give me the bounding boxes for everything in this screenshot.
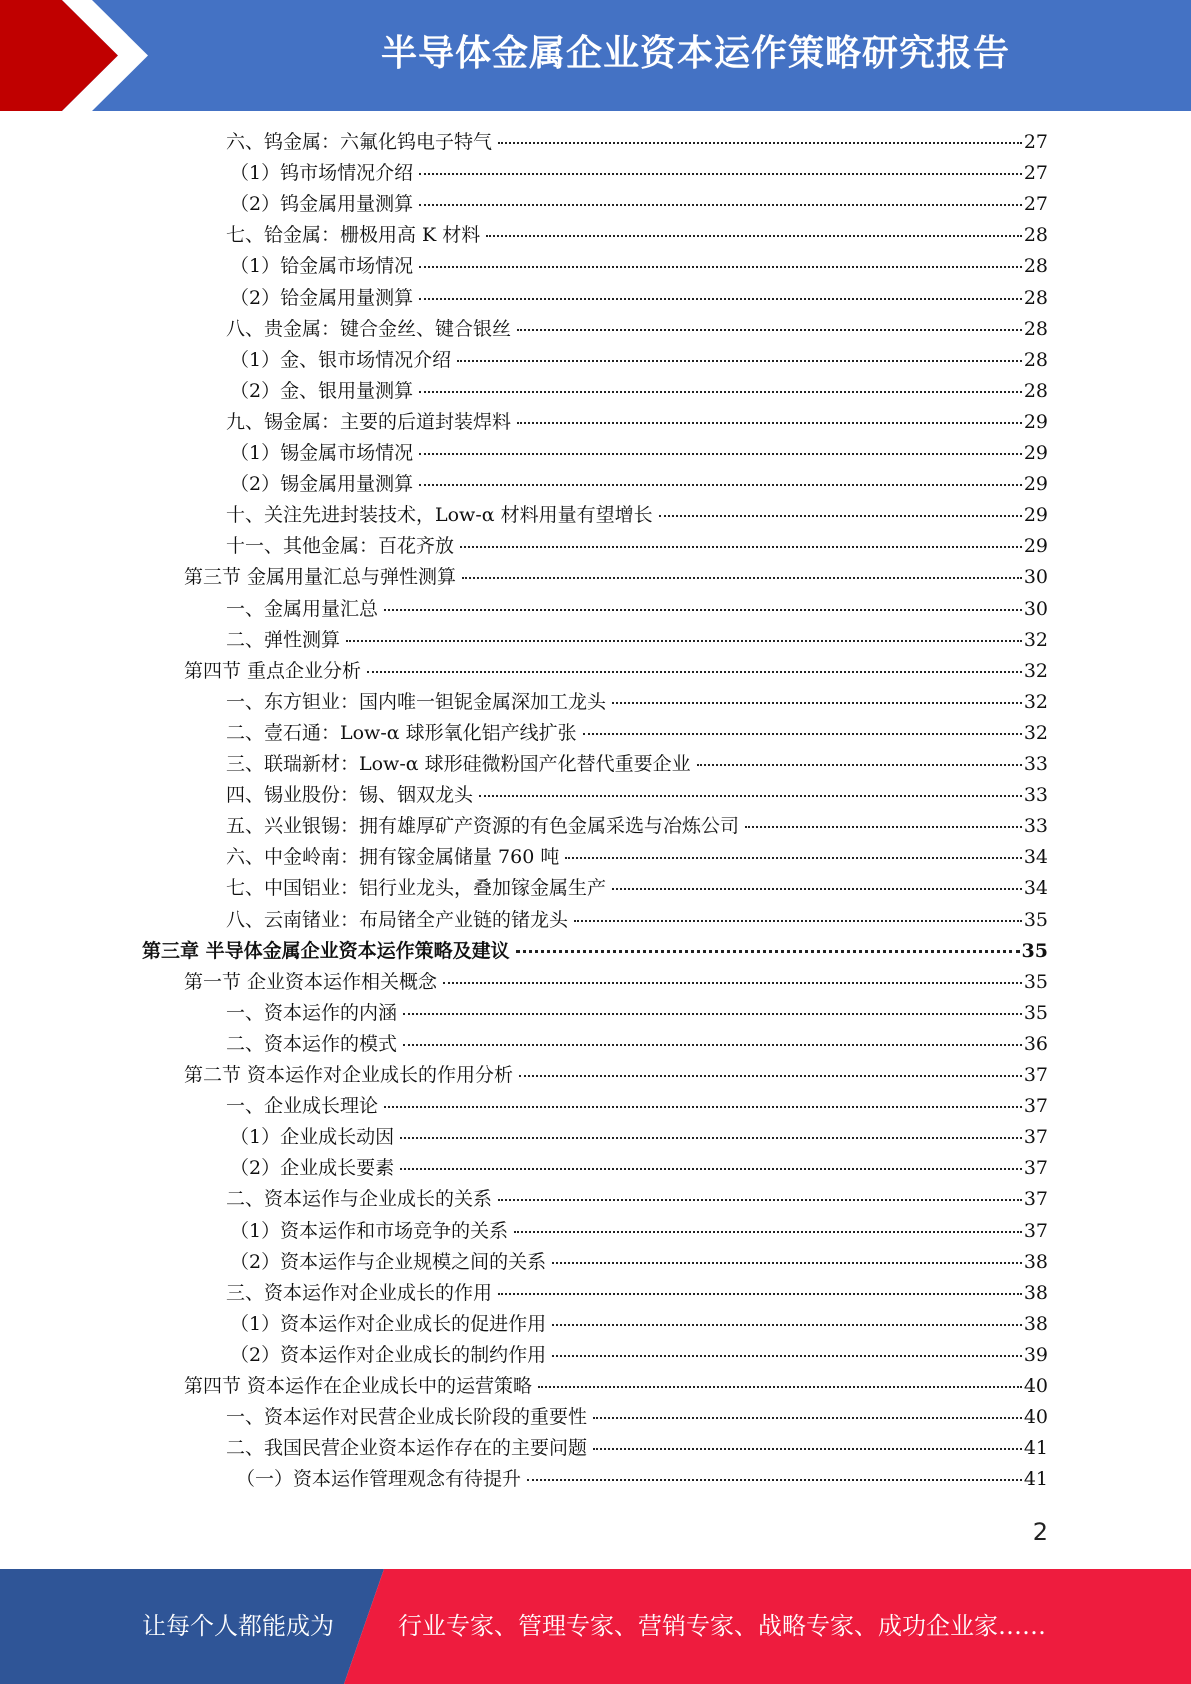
toc-entry[interactable] bbox=[226, 1278, 1048, 1309]
toc-entry[interactable] bbox=[226, 1402, 1048, 1433]
toc-entry[interactable] bbox=[230, 251, 1048, 282]
toc-entry-title: 二、资本运作的模式 bbox=[226, 1032, 398, 1055]
toc-entry-page: 29 bbox=[1023, 535, 1048, 558]
toc-entry-title: 一、金属用量汇总 bbox=[226, 597, 379, 620]
toc-entry-title: （2）资本运作对企业成长的制约作用 bbox=[230, 1343, 547, 1366]
toc-entry[interactable] bbox=[230, 1153, 1048, 1184]
toc-dot-leader bbox=[552, 1355, 1022, 1357]
toc-entry[interactable] bbox=[230, 469, 1048, 500]
toc-entry[interactable] bbox=[184, 1371, 1048, 1402]
toc-entry[interactable] bbox=[226, 718, 1048, 749]
toc-entry[interactable] bbox=[230, 189, 1048, 220]
toc-entry-title: （2）资本运作与企业规模之间的关系 bbox=[230, 1250, 547, 1273]
toc-dot-leader bbox=[403, 1044, 1022, 1046]
toc-entry-title: 三、资本运作对企业成长的作用 bbox=[226, 1281, 493, 1304]
toc-entry[interactable] bbox=[226, 531, 1048, 562]
toc-entry[interactable] bbox=[226, 780, 1048, 811]
toc-entry-title: 五、兴业银锡：拥有雄厚矿产资源的有色金属采选与冶炼公司 bbox=[226, 815, 740, 838]
toc-entry[interactable] bbox=[230, 1340, 1048, 1371]
toc-entry-title: 七、铪金属：栅极用高 K 材料 bbox=[226, 224, 481, 247]
toc-dot-leader bbox=[460, 546, 1022, 548]
toc-dot-leader bbox=[419, 391, 1022, 393]
toc-entry-page: 27 bbox=[1023, 162, 1048, 185]
toc-entry[interactable] bbox=[184, 1060, 1048, 1091]
toc-entry-title: 八、云南锗业：布局锗全产业链的锗龙头 bbox=[226, 908, 569, 931]
toc-entry[interactable] bbox=[226, 749, 1048, 780]
toc-entry-title: 第四节 重点企业分析 bbox=[184, 659, 362, 682]
toc-entry[interactable] bbox=[226, 1433, 1048, 1464]
toc-dot-leader bbox=[384, 1106, 1022, 1108]
toc-entry-title: 第三章 半导体金属企业资本运作策略及建议 bbox=[142, 939, 510, 962]
toc-entry-page: 38 bbox=[1023, 1312, 1048, 1335]
toc-entry-title: （1）锡金属市场情况 bbox=[230, 442, 414, 464]
toc-entry[interactable] bbox=[230, 345, 1048, 376]
toc-entry-title: （1）资本运作对企业成长的促进作用 bbox=[230, 1312, 547, 1335]
toc-entry-title: 九、锡金属：主要的后道封装焊料 bbox=[226, 410, 512, 433]
toc-dot-leader bbox=[479, 795, 1022, 797]
toc-entry-title: 十一、其他金属：百花齐放 bbox=[226, 535, 455, 558]
toc-entry-page: 29 bbox=[1023, 442, 1048, 464]
footer-slogan-left: 让每个人都能成为 bbox=[142, 1612, 334, 1640]
toc-entry[interactable] bbox=[226, 625, 1048, 656]
toc-entry-title: 三、联瑞新材：Low-α 球形硅微粉国产化替代重要企业 bbox=[226, 753, 691, 775]
toc-entry-page: 29 bbox=[1023, 473, 1048, 496]
toc-dot-leader bbox=[659, 515, 1022, 517]
toc-dot-leader bbox=[400, 1168, 1022, 1170]
toc-entry-title: 八、贵金属：键合金丝、键合银丝 bbox=[226, 317, 512, 340]
toc-entry-title: 一、企业成长理论 bbox=[226, 1095, 379, 1118]
toc-entry[interactable] bbox=[230, 1247, 1048, 1278]
toc-entry-page: 38 bbox=[1023, 1281, 1048, 1304]
toc-dot-leader bbox=[517, 329, 1022, 331]
toc-entry-page: 33 bbox=[1023, 753, 1048, 775]
toc-entry-page: 30 bbox=[1023, 566, 1048, 589]
toc-dot-leader bbox=[462, 577, 1022, 579]
toc-entry-page: 28 bbox=[1023, 286, 1048, 309]
page-number: 2 bbox=[1032, 1518, 1048, 1546]
toc-entry-page: 37 bbox=[1023, 1188, 1048, 1211]
toc-entry-page: 35 bbox=[1023, 908, 1048, 931]
toc-dot-leader bbox=[403, 1013, 1022, 1015]
toc-dot-leader bbox=[583, 733, 1022, 735]
toc-entry-title: 一、资本运作对民营企业成长阶段的重要性 bbox=[226, 1406, 588, 1429]
toc-entry[interactable] bbox=[226, 500, 1048, 531]
toc-entry-page: 36 bbox=[1023, 1032, 1048, 1055]
toc-dot-leader bbox=[697, 764, 1022, 766]
toc-entry[interactable] bbox=[226, 407, 1048, 438]
toc-entry[interactable] bbox=[226, 220, 1048, 251]
toc-dot-leader bbox=[538, 1386, 1022, 1388]
toc-entry-title: （一）资本运作管理观念有待提升 bbox=[236, 1468, 522, 1491]
toc-entry[interactable] bbox=[230, 283, 1048, 314]
toc-entry-page: 34 bbox=[1023, 877, 1048, 900]
toc-dot-leader bbox=[486, 235, 1022, 237]
toc-dot-leader bbox=[419, 204, 1022, 206]
toc-entry[interactable] bbox=[184, 967, 1048, 998]
toc-entry-title: （2）金、银用量测算 bbox=[230, 379, 414, 402]
toc-entry[interactable] bbox=[230, 158, 1048, 189]
toc-entry-page: 33 bbox=[1023, 815, 1048, 838]
toc-entry-title: （2）铪金属用量测算 bbox=[230, 286, 414, 309]
toc-dot-leader bbox=[565, 857, 1021, 859]
toc-entry-title: 第一节 企业资本运作相关概念 bbox=[184, 970, 438, 993]
toc-entry-title: 六、钨金属：六氟化钨电子特气 bbox=[226, 131, 493, 153]
toc-dot-leader bbox=[517, 422, 1022, 424]
footer-slogan-right: 行业专家、管理专家、营销专家、战略专家、成功企业家…… bbox=[398, 1612, 1046, 1640]
toc-entry-page: 35 bbox=[1023, 1001, 1048, 1024]
toc-entry-page: 34 bbox=[1023, 846, 1048, 869]
toc-entry-title: （2）锡金属用量测算 bbox=[230, 473, 414, 496]
toc-dot-leader bbox=[612, 702, 1022, 704]
toc-entry-page: 28 bbox=[1023, 379, 1048, 402]
toc-entry[interactable] bbox=[184, 562, 1048, 593]
toc-entry-title: 七、中国铝业：铝行业龙头，叠加镓金属生产 bbox=[226, 877, 607, 900]
toc-dot-leader bbox=[498, 1293, 1022, 1295]
toc-dot-leader bbox=[514, 1231, 1022, 1233]
toc-dot-leader bbox=[457, 360, 1022, 362]
toc-dot-leader bbox=[367, 671, 1022, 673]
toc-dot-leader bbox=[745, 826, 1022, 828]
toc-entry-page: 35 bbox=[1023, 970, 1048, 993]
toc-entry-title: （2）企业成长要素 bbox=[230, 1157, 395, 1180]
toc-entry-title: 一、资本运作的内涵 bbox=[226, 1001, 398, 1024]
toc-entry-page: 40 bbox=[1023, 1375, 1048, 1397]
toc-dot-leader bbox=[552, 1324, 1022, 1326]
toc-entry-title: 二、壹石通：Low-α 球形氧化铝产线扩张 bbox=[226, 721, 577, 744]
toc-entry[interactable] bbox=[226, 842, 1048, 873]
toc-entry-page: 32 bbox=[1023, 628, 1048, 651]
toc-entry-title: （2）钨金属用量测算 bbox=[230, 193, 414, 216]
toc-dot-leader bbox=[419, 173, 1022, 175]
toc-entry-page: 37 bbox=[1023, 1126, 1048, 1149]
toc-entry[interactable] bbox=[230, 1216, 1048, 1247]
toc-entry-page: 29 bbox=[1023, 504, 1048, 527]
toc-entry-title: 二、我国民营企业资本运作存在的主要问题 bbox=[226, 1437, 588, 1460]
toc-entry-page: 40 bbox=[1023, 1406, 1048, 1429]
toc-entry-title: 第三节 金属用量汇总与弹性测算 bbox=[184, 566, 457, 589]
toc-entry[interactable] bbox=[226, 811, 1048, 842]
toc-entry-title: 一、东方钽业：国内唯一钽铌金属深加工龙头 bbox=[226, 690, 607, 713]
toc-entry-page: 32 bbox=[1023, 690, 1048, 713]
toc-dot-leader bbox=[552, 1262, 1022, 1264]
toc-entry-page: 38 bbox=[1023, 1250, 1048, 1273]
toc-entry[interactable] bbox=[230, 1122, 1048, 1153]
toc-dot-leader bbox=[346, 640, 1022, 642]
toc-entry-page: 37 bbox=[1023, 1064, 1048, 1086]
toc-entry-title: 二、弹性测算 bbox=[226, 628, 341, 651]
toc-dot-leader bbox=[612, 888, 1022, 890]
toc-entry[interactable] bbox=[236, 1464, 1048, 1495]
toc-entry-page: 29 bbox=[1023, 410, 1048, 433]
toc-entry[interactable] bbox=[226, 1184, 1048, 1215]
toc-entry-title: （1）钨市场情况介绍 bbox=[230, 162, 414, 185]
toc-entry-page: 37 bbox=[1023, 1157, 1048, 1180]
toc-entry[interactable] bbox=[142, 936, 1048, 967]
header-chevron-decoration bbox=[0, 0, 160, 111]
toc-entry[interactable] bbox=[226, 1029, 1048, 1060]
toc-entry-title: （1）铪金属市场情况 bbox=[230, 255, 414, 278]
toc-dot-leader bbox=[516, 950, 1020, 953]
toc-entry[interactable] bbox=[184, 656, 1048, 687]
toc-dot-leader bbox=[419, 266, 1022, 268]
document-title: 半导体金属企业资本运作策略研究报告 bbox=[380, 33, 1010, 74]
toc-entry[interactable] bbox=[230, 376, 1048, 407]
toc-entry-page: 41 bbox=[1023, 1437, 1048, 1460]
toc-entry-page: 41 bbox=[1023, 1468, 1048, 1491]
toc-entry-title: （1）企业成长动因 bbox=[230, 1126, 395, 1149]
toc-entry-page: 35 bbox=[1021, 939, 1048, 962]
toc-dot-leader bbox=[443, 982, 1022, 984]
toc-dot-leader bbox=[593, 1417, 1022, 1419]
toc-dot-leader bbox=[498, 1199, 1022, 1201]
toc-entry-title: 六、中金岭南：拥有镓金属储量 760 吨 bbox=[226, 846, 560, 869]
toc-dot-leader bbox=[419, 453, 1022, 455]
toc-entry-title: 二、资本运作与企业成长的关系 bbox=[226, 1188, 493, 1211]
toc-entry[interactable] bbox=[226, 314, 1048, 345]
toc-entry-page: 37 bbox=[1023, 1095, 1048, 1118]
toc-entry-page: 32 bbox=[1023, 659, 1048, 682]
toc-entry[interactable] bbox=[226, 594, 1048, 625]
toc-entry-page: 30 bbox=[1023, 597, 1048, 620]
toc-entry[interactable] bbox=[226, 998, 1048, 1029]
toc-entry-title: 第二节 资本运作对企业成长的作用分析 bbox=[184, 1064, 514, 1086]
toc-dot-leader bbox=[400, 1137, 1022, 1139]
toc-entry-page: 28 bbox=[1023, 255, 1048, 278]
toc-dot-leader bbox=[498, 142, 1022, 144]
toc-entry[interactable] bbox=[230, 1309, 1048, 1340]
toc-entry-page: 39 bbox=[1023, 1343, 1048, 1366]
page-header bbox=[0, 0, 1191, 111]
toc-dot-leader bbox=[384, 609, 1022, 611]
toc-entry-page: 37 bbox=[1023, 1219, 1048, 1242]
toc-entry[interactable] bbox=[226, 687, 1048, 718]
toc-entry-page: 32 bbox=[1023, 721, 1048, 744]
toc-entry[interactable] bbox=[226, 1091, 1048, 1122]
toc-entry-page: 27 bbox=[1023, 131, 1048, 153]
toc-entry-page: 33 bbox=[1023, 784, 1048, 807]
toc-entry[interactable] bbox=[226, 127, 1048, 158]
toc-entry[interactable] bbox=[230, 438, 1048, 469]
toc-entry-page: 28 bbox=[1023, 224, 1048, 247]
toc-dot-leader bbox=[527, 1479, 1022, 1481]
toc-entry-title: 第四节 资本运作在企业成长中的运营策略 bbox=[184, 1375, 533, 1397]
toc-dot-leader bbox=[519, 1075, 1022, 1077]
toc-entry[interactable] bbox=[226, 873, 1048, 904]
toc-entry-title: 十、关注先进封装技术，Low-α 材料用量有望增长 bbox=[226, 504, 653, 527]
toc-entry-page: 28 bbox=[1023, 317, 1048, 340]
toc-entry-page: 28 bbox=[1023, 348, 1048, 371]
toc-entry-page: 27 bbox=[1023, 193, 1048, 216]
toc-entry-title: （1）资本运作和市场竞争的关系 bbox=[230, 1219, 509, 1242]
toc-entry-title: 四、锡业股份：锡、铟双龙头 bbox=[226, 784, 474, 807]
toc-dot-leader bbox=[593, 1448, 1022, 1450]
toc-entry[interactable] bbox=[226, 905, 1048, 936]
toc-dot-leader bbox=[574, 920, 1022, 922]
toc-dot-leader bbox=[419, 484, 1022, 486]
toc-dot-leader bbox=[419, 298, 1022, 300]
toc-entry-title: （1）金、银市场情况介绍 bbox=[230, 348, 452, 371]
page-footer bbox=[0, 1569, 1191, 1684]
